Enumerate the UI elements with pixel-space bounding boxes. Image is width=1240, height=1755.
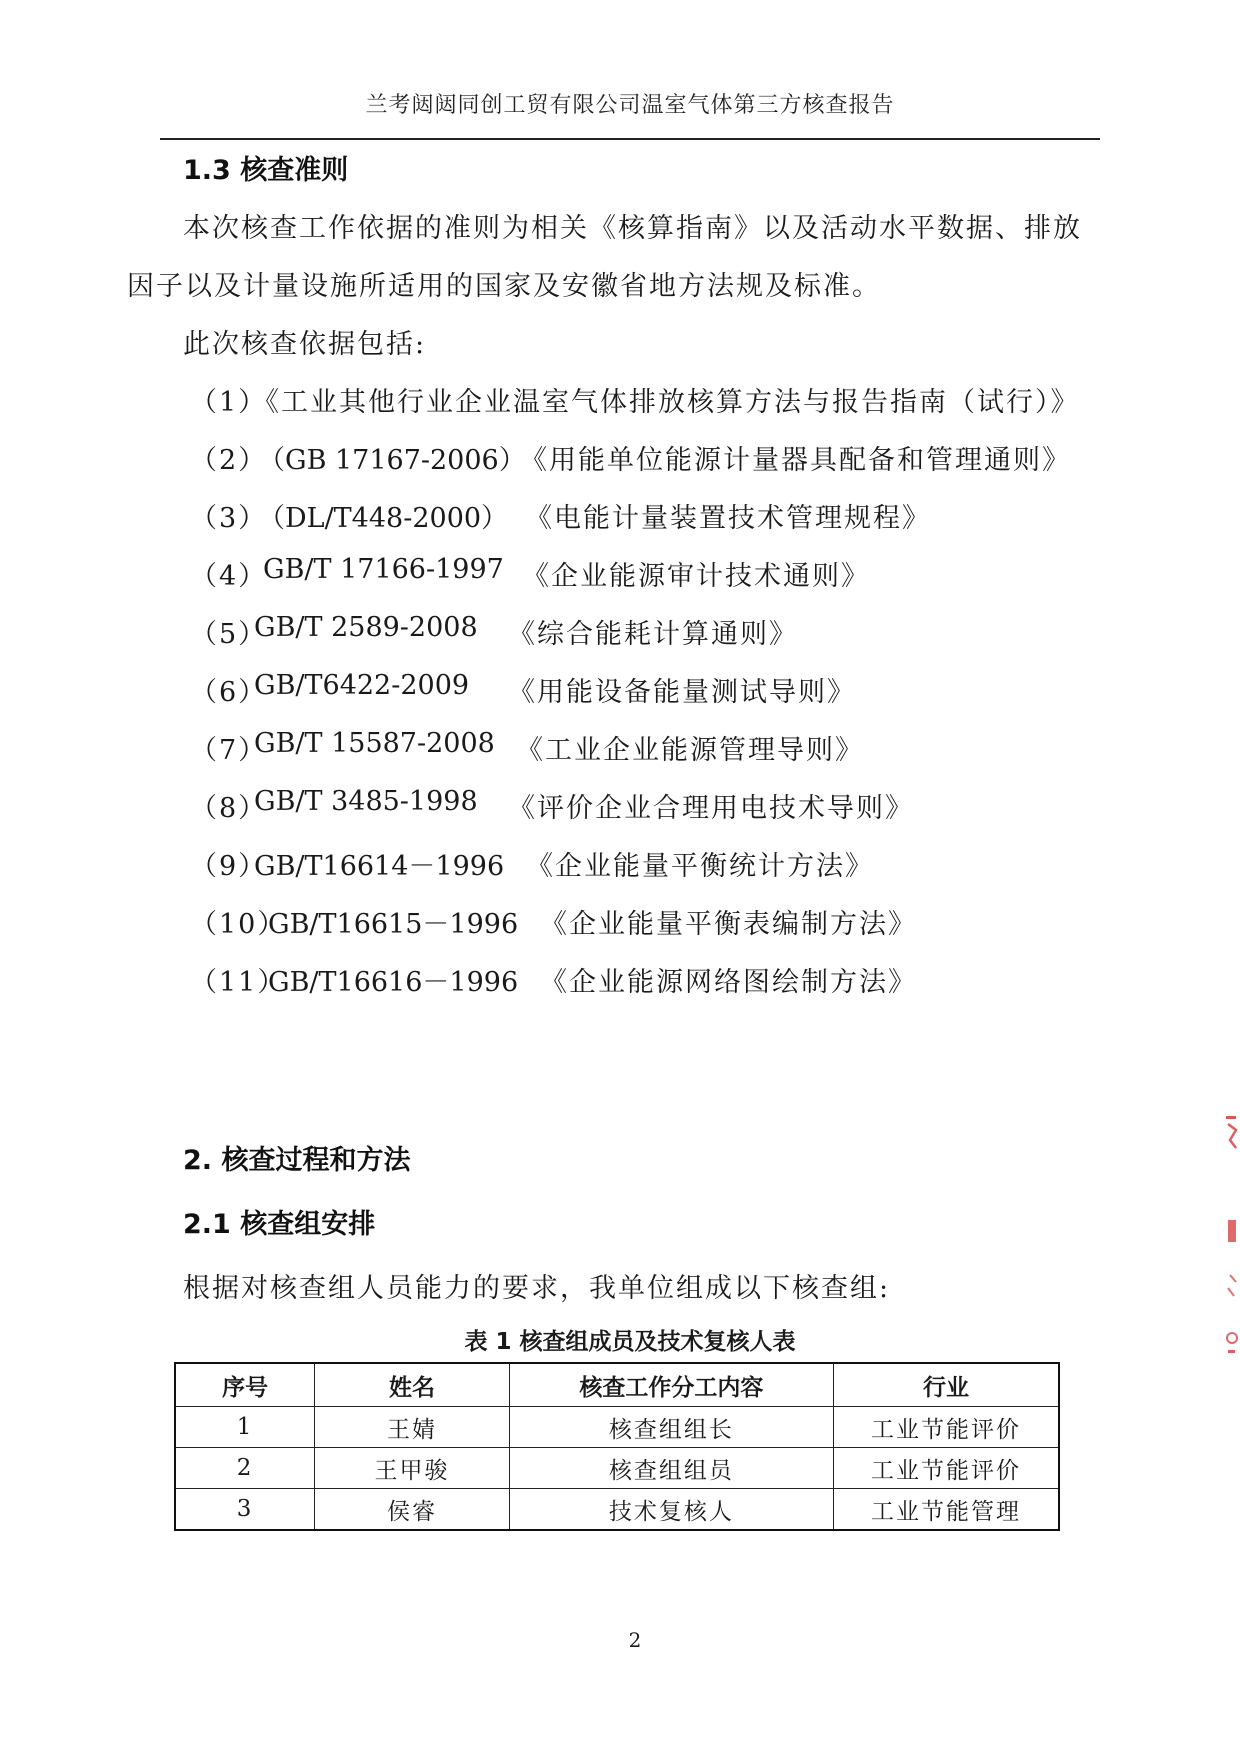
cell-industry: 工业节能评价: [834, 1448, 1060, 1489]
column-header-industry: 行业: [834, 1363, 1060, 1407]
cell-role: 核查组组长: [509, 1407, 833, 1448]
reference-item: [190, 728, 864, 767]
table-caption: 表 1 核查组成员及技术复核人表: [464, 1329, 796, 1355]
heading-2: 2. 核查过程和方法: [183, 1145, 411, 1176]
reference-title: 《综合能耗计算通则》: [508, 619, 798, 650]
cell-industry: 工业节能评价: [834, 1407, 1060, 1448]
page-header-title: 兰考闼闼同创工贸有限公司温室气体第三方核查报告: [365, 93, 895, 118]
reference-number: （10）: [190, 909, 287, 940]
paragraph-criteria-line2: 因子以及计量设施所适用的国家及安徽省地方法规及标准。: [127, 271, 881, 302]
reference-number: （11）: [190, 967, 287, 998]
table-row: [175, 1489, 1059, 1531]
reference-number: （5）: [190, 619, 268, 650]
reference-number: （7）: [190, 735, 268, 766]
reference-title: 《用能设备能量测试导则》: [508, 677, 856, 708]
heading-2-1: 2.1 核查组安排: [183, 1209, 376, 1240]
reference-number: （6）: [190, 677, 268, 708]
table-header-row: [175, 1363, 1059, 1407]
reference-item: [190, 670, 856, 709]
reference-code: GB/T6422-2009: [254, 670, 470, 701]
column-header-role: 核查工作分工内容: [509, 1363, 833, 1407]
reference-title: 《企业能源网络图绘制方法》: [540, 967, 917, 998]
reference-item: [190, 612, 798, 651]
reference-title: 《企业能量平衡统计方法》: [526, 851, 874, 882]
cell-role: 技术复核人: [509, 1489, 833, 1531]
paragraph-team-intro: 根据对核查组人员能力的要求，我单位组成以下核查组:: [183, 1273, 891, 1304]
reference-title: 《企业能源审计技术通则》: [522, 561, 870, 592]
reference-code: （DL/T448-2000）: [258, 503, 509, 534]
reference-code: GB/T 15587-2008: [254, 728, 495, 759]
table-row: [175, 1448, 1059, 1489]
reference-item: [190, 786, 914, 825]
reference-code: GB/T 2589-2008: [254, 612, 478, 643]
reference-title: 《工业企业能源管理导则》: [516, 735, 864, 766]
reference-code: GB/T16614－1996: [254, 851, 505, 882]
cell-index: 2: [175, 1448, 315, 1489]
cell-name: 王婧: [315, 1407, 510, 1448]
cell-role: 核查组组员: [509, 1448, 833, 1489]
reference-number: （2）: [190, 445, 268, 476]
reference-item: [190, 844, 874, 883]
reference-title: 《企业能量平衡表编制方法》: [540, 909, 917, 940]
reference-code: GB/T 3485-1998: [254, 786, 478, 817]
reference-number: （8）: [190, 793, 268, 824]
reference-code: GB/T16615－1996: [268, 909, 519, 940]
reference-item: [190, 902, 917, 941]
reference-item: [190, 554, 870, 593]
heading-1-3: 1.3 核查准则: [183, 155, 349, 186]
reference-code: GB/T 17166-1997: [263, 554, 504, 585]
reference-item: [190, 960, 917, 999]
column-header-index: 序号: [175, 1363, 315, 1407]
reference-code: （GB 17167-2006）: [258, 445, 526, 476]
cell-industry: 工业节能管理: [834, 1489, 1060, 1531]
reference-title: 《用能单位能源计量器具配备和管理通则》: [520, 445, 1071, 476]
reference-number: （3）: [190, 503, 268, 534]
reference-number: （1）: [190, 387, 268, 418]
column-header-name: 姓名: [315, 1363, 510, 1407]
reference-item: [190, 438, 1071, 477]
cell-index: 3: [175, 1489, 315, 1531]
reference-title: 《评价企业合理用电技术导则》: [508, 793, 914, 824]
reference-item: [190, 496, 931, 535]
cell-name: 侯睿: [315, 1489, 510, 1531]
reference-number: （4）: [190, 561, 268, 592]
team-members-table: [174, 1362, 1060, 1531]
reference-item: [190, 380, 1080, 419]
page-number: 2: [628, 1628, 642, 1652]
cell-index: 1: [175, 1407, 315, 1448]
reference-title: 《电能计量装置技术管理规程》: [525, 503, 931, 534]
header-divider: [160, 138, 1100, 140]
reference-code: GB/T16616－1996: [268, 967, 519, 998]
cell-name: 王甲骏: [315, 1448, 510, 1489]
reference-title: 《工业其他行业企业温室气体排放核算方法与报告指南（试行）》: [252, 387, 1080, 418]
paragraph-criteria-line1: 本次核查工作依据的准则为相关《核算指南》以及活动水平数据、排放: [183, 213, 1082, 244]
paragraph-basis-intro: 此次核查依据包括:: [183, 329, 427, 360]
reference-number: （9）: [190, 851, 268, 882]
table-row: [175, 1407, 1059, 1448]
seal-stamp-fragment: [1222, 1110, 1240, 1360]
